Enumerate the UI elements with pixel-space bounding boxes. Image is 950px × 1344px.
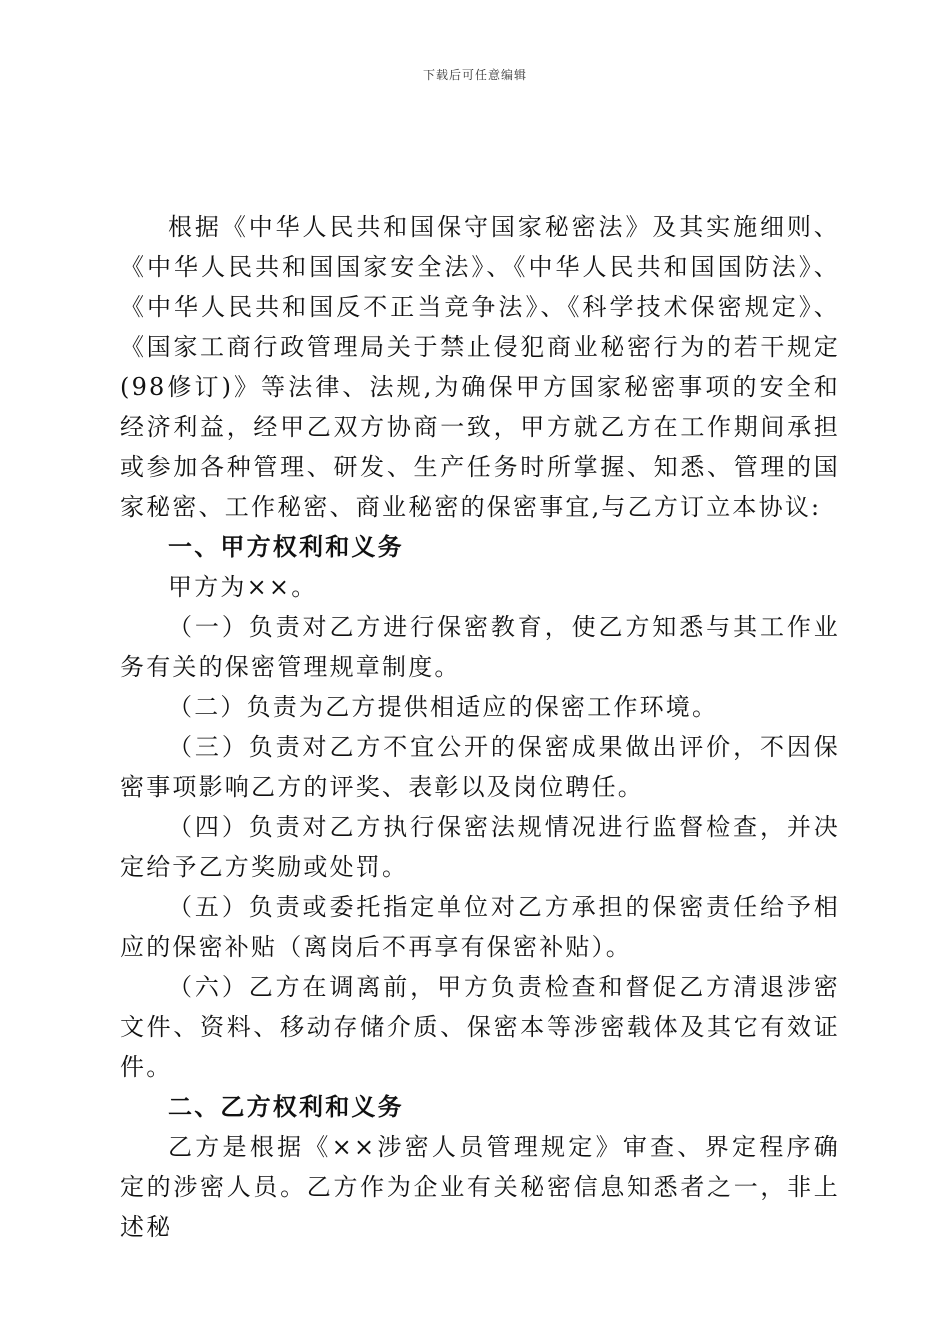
party-a-statement: 甲方为××。 bbox=[168, 573, 318, 601]
party-b-statement: 乙方是根据《××涉密人员管理规定》审查、界定程序确定的涉密人员。乙方作为企业有关秘密信息知悉者之一，非上述秘 bbox=[120, 1133, 840, 1241]
intro-paragraph: 根据《中华人民共和国保守国家秘密法》及其实施细则、《中华人民共和国国家安全法》、《中华人民共和国国防法》、《中华人民共和国反不正当竞争法》、《科学技术保密规定》、《国家工商行政管理局关于禁止侵犯商业秘密行为的若干规定(98修订)》等法律、法规,为确保甲方国家秘密事项的安全和经济利益，经甲乙双方协商一致，甲方就乙方在工作期间承担或参加各种管理、研发、生产任务时所掌握、知悉、管理的国家秘密、工作秘密、商业秘密的保密事宜,与乙方订立本协议: bbox=[120, 213, 840, 521]
section-heading-party-a: 一、甲方权利和义务 bbox=[168, 532, 404, 561]
section-heading-party-b: 二、乙方权利和义务 bbox=[168, 1092, 404, 1121]
clause-a-5: （五）负责或委托指定单位对乙方承担的保密责任给予相应的保密补贴（离岗后不再享有保密补贴）。 bbox=[120, 893, 840, 961]
document-body bbox=[120, 207, 840, 1247]
clause-a-4: （四）负责对乙方执行保密法规情况进行监督检查，并决定给予乙方奖励或处罚。 bbox=[120, 813, 840, 881]
clause-a-2: （二）负责为乙方提供相适应的保密工作环境。 bbox=[168, 693, 719, 721]
clause-a-6: （六）乙方在调离前，甲方负责检查和督促乙方清退涉密文件、资料、移动存储介质、保密本等涉密载体及其它有效证件。 bbox=[120, 973, 840, 1081]
page-header-note: 下载后可任意编辑 bbox=[422, 68, 527, 82]
clause-a-3: （三）负责对乙方不宜公开的保密成果做出评价，不因保密事项影响乙方的评奖、表彰以及岗位聘任。 bbox=[120, 733, 840, 801]
clause-a-1: （一）负责对乙方进行保密教育，使乙方知悉与其工作业务有关的保密管理规章制度。 bbox=[120, 613, 840, 681]
